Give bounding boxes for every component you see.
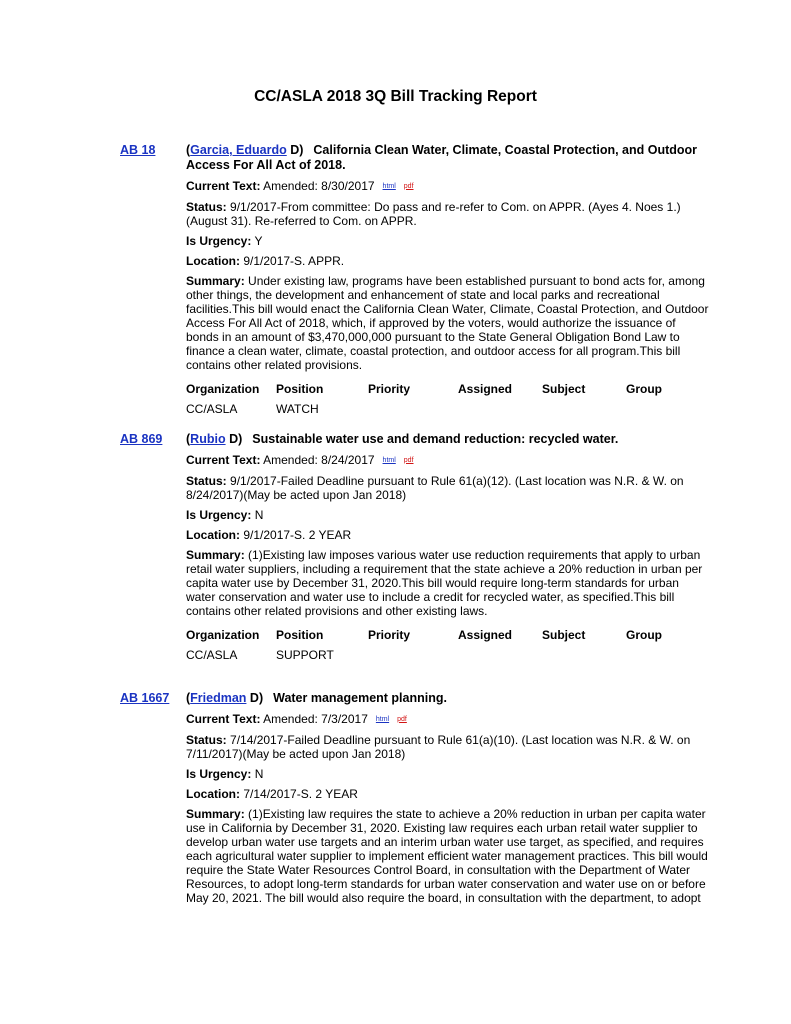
summary: Summary: (1)Existing law imposes various water use reduction requirements that apply to urban retail water suppliers, including a requirement that the state achieve a 20% reduction in urban per capita water use by December 31, 2020.This bill would require long-term standards for urban water conservation and water use to include a credit for recycled water, as specified.This bill contains other related provisions and other existing laws. <box>186 547 703 618</box>
bill-title: Water management planning. <box>273 691 447 705</box>
subject-cell <box>542 648 626 662</box>
table-row <box>186 648 686 662</box>
assigned-cell <box>458 402 542 416</box>
col-subject: Subject <box>542 627 586 642</box>
table-row <box>186 402 686 416</box>
assigned-cell <box>458 648 542 662</box>
current-text: Current Text: Amended: 7/3/2017 html pdf <box>186 712 407 726</box>
col-subject: Subject <box>542 381 586 396</box>
organization-table <box>186 628 686 662</box>
report-title: CC/ASLA 2018 3Q Bill Tracking Report <box>254 88 537 105</box>
bill-header: AB 869 (Rubio D) Sustainable water use and demand reduction: recycled water. <box>120 432 619 446</box>
pdf-link[interactable]: pdf <box>403 182 414 190</box>
col-assigned: Assigned <box>458 627 513 642</box>
col-organization: Organization <box>186 381 260 396</box>
table-header-row <box>186 628 686 648</box>
bill-title: Sustainable water use and demand reduction: recycled water. <box>252 432 619 446</box>
html-link[interactable]: html <box>375 715 390 723</box>
bill-id-link[interactable]: AB 869 <box>120 432 163 446</box>
col-group: Group <box>626 627 662 642</box>
position-cell: SUPPORT <box>276 647 334 662</box>
bill-id-link[interactable]: AB 1667 <box>120 691 170 705</box>
col-organization: Organization <box>186 627 260 642</box>
subject-cell <box>542 402 626 416</box>
col-group: Group <box>626 381 662 396</box>
status: Status: 9/1/2017-Failed Deadline pursuant to Rule 61(a)(12). (Last location was N.R. & W. on 8/24/2017)(May be acted upon Jan 2018) <box>186 473 684 502</box>
location: Location: 9/1/2017-S. 2 YEAR <box>186 527 352 542</box>
bill-header: AB 1667 (Friedman D) Water management planning. <box>120 691 447 705</box>
bill-ab-1667 <box>120 691 710 911</box>
bill-id-link[interactable]: AB 18 <box>120 143 156 157</box>
summary: Summary: Under existing law, programs have been established pursuant to bond acts for, among other things, the development and enhancement of state and local parks and recreational facilities.This bill would enact the California Clean Water, Climate, Coastal Protection, and Outdoor Access For All Act of 2018, which, if approved by the voters, would authorize the issuance of bonds in an amount of $3,470,000,000 pursuant to the State General Obligation Bond Law to finance a clean water, climate, coastal protection, and outdoor access for all program.This bill contains other related provisions. <box>186 273 709 372</box>
organization-cell: CC/ASLA <box>186 647 238 662</box>
status: Status: 9/1/2017-From committee: Do pass and re-refer to Com. on APPR. (Ayes 4. Noes 1.) (August 31). Re-referred to Com. on APPR. <box>186 199 681 228</box>
summary: Summary: (1)Existing law requires the state to achieve a 20% reduction in urban per capita water use in California by December 31, 2020. Existing law requires each urban retail water supplier to develop urban water use targets and an interim urban water use target, as specified, and requires each agricultural water supplier to implement efficient water management practices. This bill would require the State Water Resources Control Board, in consultation with the Department of Water Resources, to adopt long-term standards for urban water conservation and water use on or before May 20, 2021. The bill would also require the board, in consultation with the department, to adopt <box>186 806 708 905</box>
current-text: Current Text: Amended: 8/24/2017 html pdf <box>186 453 414 467</box>
status: Status: 7/14/2017-Failed Deadline pursuant to Rule 61(a)(10). (Last location was N.R. & W. on 7/11/2017)(May be acted upon Jan 2018) <box>186 732 691 761</box>
current-text: Current Text: Amended: 8/30/2017 html pdf <box>186 179 414 193</box>
bill-ab-869 <box>120 432 710 662</box>
pdf-link[interactable]: pdf <box>403 456 414 464</box>
urgency: Is Urgency: N <box>186 507 264 522</box>
bill-title: California Clean Water, Climate, Coastal Protection, and Outdoor Access For All Act of 2018. <box>186 143 698 172</box>
table-header-row <box>186 382 686 402</box>
urgency: Is Urgency: Y <box>186 233 263 248</box>
col-assigned: Assigned <box>458 381 513 396</box>
col-position: Position <box>276 627 324 642</box>
priority-cell <box>368 648 458 662</box>
col-position: Position <box>276 381 324 396</box>
organization-table <box>186 382 686 416</box>
bill-header: AB 18 (Garcia, Eduardo D) California Clean Water, Climate, Coastal Protection, and Outdoor Access For All Act of 2018. <box>120 143 698 172</box>
html-link[interactable]: html <box>382 182 396 190</box>
location: Location: 7/14/2017-S. 2 YEAR <box>186 786 358 801</box>
organization-cell: CC/ASLA <box>186 401 238 416</box>
group-cell <box>626 402 686 416</box>
position-cell: WATCH <box>276 401 319 416</box>
location: Location: 9/1/2017-S. APPR. <box>186 253 345 268</box>
html-link[interactable]: html <box>382 456 396 464</box>
col-priority: Priority <box>368 627 411 642</box>
author-link[interactable]: Garcia, Eduardo <box>190 143 287 157</box>
bill-ab-18 <box>120 143 710 416</box>
pdf-link[interactable]: pdf <box>397 715 407 723</box>
author-link[interactable]: Friedman <box>190 691 247 705</box>
group-cell <box>626 648 686 662</box>
urgency: Is Urgency: N <box>186 766 264 781</box>
priority-cell <box>368 402 458 416</box>
col-priority: Priority <box>368 381 411 396</box>
author-link[interactable]: Rubio <box>190 432 226 446</box>
